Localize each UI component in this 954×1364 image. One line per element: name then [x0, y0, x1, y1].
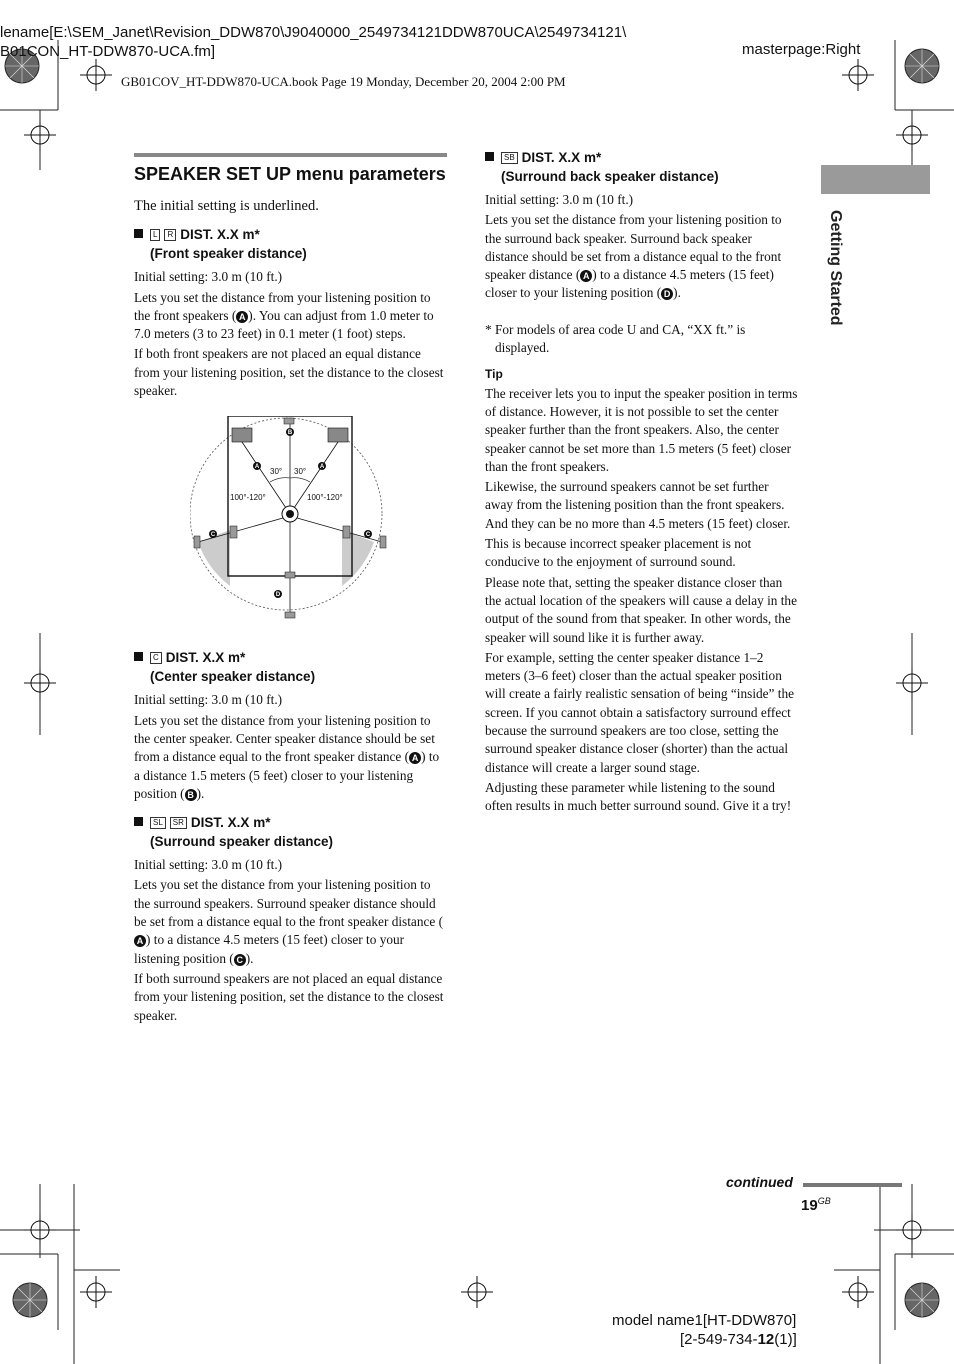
surround-back-description: Lets you set the distance from your listening position to the surround back speaker. Surround back speaker distance should be set from a distance equal to the front speaker distance ( A ) to a distance 4.5 meters (15 feet) closer to your listening position ( D ).: [485, 212, 782, 301]
tip-paragraph: Please note that, setting the speaker distance closer than the actual location of the speakers will cause a delay in the output of the sound from that speaker. In other words, the speaker will sound like it is further away.: [485, 574, 797, 645]
diagram-mark-a-left: A: [254, 464, 260, 471]
center-distance-subheading: (Center speaker distance): [150, 669, 316, 685]
tip-paragraph: The receiver lets you to input the speaker position in terms of distance. However, it is not possible to set the center speaker further than the front speakers. Also, the center speaker cannot be set more than 1.5 meters (5 feet) closer than the front speakers.: [485, 385, 798, 474]
section-tab: [821, 165, 930, 194]
marker-a-icon: A: [409, 752, 421, 764]
bullet-square-icon: [485, 152, 494, 161]
marker-d-icon: D: [661, 288, 673, 300]
marker-b-icon: B: [185, 789, 197, 801]
tip-paragraph: For example, setting the center speaker distance 1–2 meters (3–6 feet) closer than the actual speaker position will create a fairly realistic sensation of being “inside” the screen. If you cannot obtain a satisfactory surround effect because the surround speakers are too close, setting the surround speaker distance closer (shorter) than the actual distance will create a larger sound stage.: [485, 649, 795, 775]
surround-back-distance-heading: SB DIST. X.X m* (Surround back speaker distance): [485, 148, 798, 186]
filename-line-1: lename[E:\SEM_Janet\Revision_DDW870\J9040000_2549734121DDW870UCA\2549734121\: [0, 24, 627, 41]
angle-label-left: 30°: [270, 467, 283, 477]
range-label-right: 100°-120°: [307, 493, 343, 503]
surround-left-speaker-icon: SL: [150, 817, 166, 829]
surround-back-speaker-icon: SB: [501, 152, 518, 164]
surround-back-distance-subheading: (Surround back speaker distance): [501, 169, 719, 184]
front-initial-setting: Initial setting: 3.0 m (10 ft.): [134, 269, 283, 285]
front-distance-heading: L R DIST. X.X m* (Front speaker distance): [134, 225, 447, 263]
tip-heading: Tip: [485, 367, 503, 382]
diagram-mark-a-right: A: [319, 464, 325, 471]
tip-paragraph: This is because incorrect speaker placement is not conducive to the enjoyment of surround sound.: [485, 536, 752, 570]
center-distance-heading: C DIST. X.X m* (Center speaker distance): [134, 648, 447, 686]
center-speaker-icon: C: [150, 652, 162, 664]
bullet-square-icon: [134, 817, 143, 826]
surround-description: Lets you set the distance from your listening position to the surround speakers. Surround speaker distance should be set from a distance equal to the front speaker distance (A ) to a distance 4.5 meters (15 feet) closer to your listening position ( C ).: [134, 877, 444, 966]
surround-initial-setting: Initial setting: 3.0 m (10 ft.): [134, 857, 283, 873]
left-column: [134, 153, 447, 1025]
book-info-line: GB01COV_HT-DDW870-UCA.book Page 19 Monday, December 20, 2004 2:00 PM: [121, 74, 566, 89]
marker-c-icon: C: [234, 954, 246, 966]
diagram-mark-b: B: [287, 430, 293, 437]
footnote: * For models of area code U and CA, “XX ft.” is displayed.: [485, 321, 746, 356]
diagram-mark-d: D: [275, 592, 281, 599]
front-right-speaker-icon: R: [164, 229, 176, 241]
title-rule: [134, 153, 447, 157]
tip-paragraph: Adjusting these parameter while listening to the sound often results in much better surround sound. Give it a try!: [485, 779, 792, 814]
diagram-mark-c-left: C: [210, 532, 216, 539]
masterpage-label: masterpage:Right: [742, 41, 861, 58]
bullet-square-icon: [134, 652, 143, 661]
part-number-line: [2-549-734-12(1)]: [680, 1331, 797, 1348]
bullet-square-icon: [134, 229, 143, 238]
intro-text: The initial setting is underlined.: [134, 198, 319, 214]
tip-paragraph: Likewise, the surround speakers cannot be set further away from the listening position than the front speakers. And they can be no more than 4.5 meters (15 feet) closer.: [485, 479, 791, 531]
surround-back-initial-setting: Initial setting: 3.0 m (10 ft.): [485, 192, 634, 207]
surround-right-speaker-icon: SR: [170, 817, 187, 829]
continued-rule: [803, 1183, 902, 1187]
continued-label: continued: [726, 1174, 793, 1190]
section-tab-label: Getting Started: [827, 210, 844, 326]
front-left-speaker-icon: L: [150, 229, 160, 241]
page-number: $19^{GB}$: [801, 1196, 831, 1214]
marker-a-icon: A: [134, 935, 146, 947]
speaker-layout-diagram: [190, 416, 390, 628]
front-description: Lets you set the distance from your listening position to the front speakers ( A ). You can adjust from 1.0 meter to 7.0 meters (3 to 23 feet) in 0.1 meter (1 foot) steps.: [134, 289, 434, 342]
center-initial-setting: Initial setting: 3.0 m (10 ft.): [134, 692, 283, 708]
right-column: [485, 148, 798, 816]
surround-distance-heading: SL SR DIST. X.X m* (Surround speaker distance): [134, 813, 447, 851]
front-note: If both front speakers are not placed an equal distance from your listening position, set the distance to the closest speaker.: [134, 346, 444, 399]
diagram-mark-c-right: C: [365, 532, 371, 539]
surround-distance-subheading: (Surround speaker distance): [150, 834, 334, 850]
filename-line-2: B01CON_HT-DDW870-UCA.fm]: [0, 43, 216, 60]
surround-note: If both surround speakers are not placed an equal distance from your listening position, set the distance to the closest speaker.: [134, 970, 444, 1023]
model-name-line: model name1[HT-DDW870]: [612, 1312, 797, 1329]
front-distance-subheading: (Front speaker distance): [150, 246, 307, 262]
marker-a-icon: A: [580, 270, 592, 282]
range-label-left: 100°-120°: [230, 493, 266, 503]
page-title: SPEAKER SET UP menu parameters: [134, 164, 446, 184]
marker-a-icon: A: [236, 311, 248, 323]
angle-label-right: 30°: [294, 467, 307, 477]
center-description: Lets you set the distance from your listening position to the center speaker. Center speaker distance should be set from a distance equal to the front speaker distance ( A ) to a distance 1.5 meters (5 feet) closer to your listening position ( B ).: [134, 712, 440, 801]
